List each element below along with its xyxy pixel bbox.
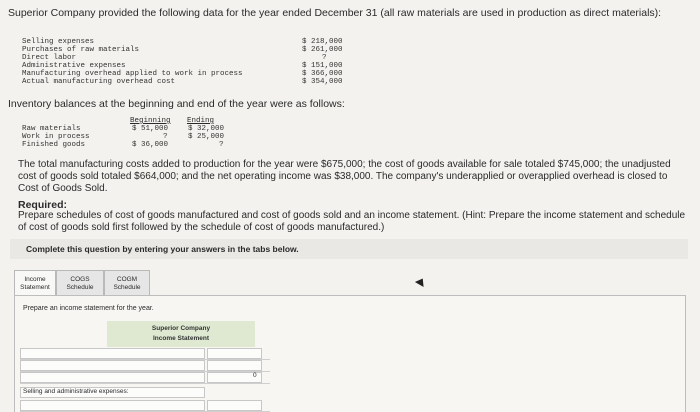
table-row [22, 38, 352, 46]
statement-header [107, 321, 255, 347]
instruction-banner: Complete this question by entering your answers in the tabs below. [10, 239, 688, 259]
statement-row [20, 400, 270, 412]
row-total-value: 0 [253, 372, 257, 379]
table-row [22, 133, 242, 141]
inventory-ending: $ 32,000 [188, 125, 225, 133]
expense-label: Actual manufacturing overhead cost [22, 78, 176, 86]
account-select[interactable] [20, 360, 205, 371]
account-select[interactable] [20, 372, 205, 383]
totals-text: The total manufacturing costs added to production for the year were $675,000; the cost of goods available for sale totaled $745,000; the unadjusted cost of goods sold totaled $664,000; and the net operating income was $38,000. The company's underapplied or overapplied overhead is closed to Cost of Goods Sold. [18, 159, 671, 194]
expense-value: ? [322, 54, 327, 62]
expense-label: Administrative expenses [22, 62, 126, 70]
expense-value: $ 151,000 [302, 62, 343, 70]
inventory-label: Work in process [22, 133, 90, 141]
tab-income-statement[interactable]: Income Statement [14, 270, 56, 296]
panel-prompt: Prepare an income statement for the year. [23, 305, 154, 312]
table-row [22, 70, 352, 78]
inventory-ending: $ 25,000 [188, 133, 225, 141]
inventory-ending: ? [219, 141, 224, 149]
selling-admin-label: Selling and administrative expenses: [20, 387, 205, 398]
mouse-cursor-icon [415, 276, 427, 287]
tab-cogs-schedule[interactable]: COGS Schedule [56, 270, 104, 296]
inventory-beginning: $ 51,000 [132, 125, 169, 133]
tab-bar [14, 270, 150, 296]
inventory-label: Finished goods [22, 141, 86, 149]
expense-label: Direct labor [22, 54, 77, 62]
table-row [22, 78, 352, 86]
expense-value: $ 366,000 [302, 70, 343, 78]
statement-title: Income Statement [153, 335, 209, 342]
statement-row [20, 348, 270, 360]
expense-value: $ 218,000 [302, 38, 343, 46]
question-intro: Superior Company provided the following data for the year ended December 31 (all raw materials are used in production as direct materials): [8, 7, 662, 19]
expense-label: Purchases of raw materials [22, 46, 140, 54]
tab-cogm-schedule[interactable]: COGM Schedule [104, 270, 150, 296]
amount-input[interactable] [207, 360, 262, 371]
ending-header: Ending [187, 117, 215, 125]
statement-row [20, 387, 270, 399]
inventory-beginning: $ 36,000 [132, 141, 169, 149]
amount-input[interactable] [207, 400, 262, 411]
expense-value: $ 261,000 [302, 46, 343, 54]
beginning-header: Beginning [130, 117, 171, 125]
expense-value: $ 354,000 [302, 78, 343, 86]
inventory-label: Raw materials [22, 125, 81, 133]
inventory-intro: Inventory balances at the beginning and end of the year were as follows: [8, 98, 345, 110]
table-row [22, 125, 242, 133]
table-row [22, 54, 352, 62]
amount-input[interactable] [207, 348, 262, 359]
tab-panel [14, 295, 686, 412]
required-text: Prepare schedules of cost of goods manufactured and cost of goods sold and an income statement. (Hint: Prepare the income statement and schedule of cost of goods sold first followed by the schedule of cost of goods manufactured.) [18, 210, 686, 233]
inventory-beginning: ? [163, 133, 168, 141]
statement-row [20, 360, 270, 372]
account-select[interactable] [20, 348, 205, 359]
statement-row [20, 372, 270, 384]
table-row [22, 62, 352, 70]
table-row [22, 46, 352, 54]
table-row [22, 141, 242, 149]
expense-label: Selling expenses [22, 38, 95, 46]
account-select[interactable] [20, 400, 205, 411]
required-label: Required: [18, 199, 68, 211]
expense-label: Manufacturing overhead applied to work in process [22, 70, 243, 78]
company-name: Superior Company [151, 325, 211, 332]
